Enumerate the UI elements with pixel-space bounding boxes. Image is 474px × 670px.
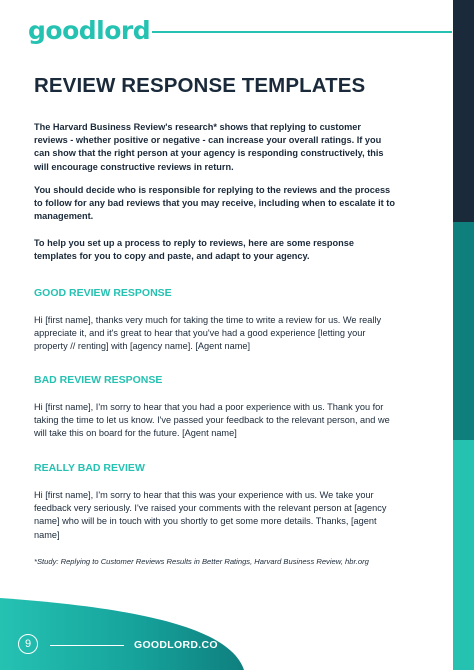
section-body-really-bad-review: Hi [first name], I'm sorry to hear that this was your experience with us. We take your feedback very seriously. I've raised your comments with the relevant person at [agency name] who will be in touch with you shortly to get some more details. Thanks, [agent name] (34, 490, 387, 540)
page-title: REVIEW RESPONSE TEMPLATES (34, 74, 366, 97)
section-heading-really-bad-review: REALLY BAD REVIEW (34, 462, 145, 474)
section-heading-bad-review: BAD REVIEW RESPONSE (34, 374, 163, 386)
side-color-bar (453, 0, 474, 670)
logo: goodlord (28, 16, 151, 45)
footer-band (0, 598, 474, 670)
footnote: *Study: Replying to Customer Reviews Results in Better Ratings, Harvard Business Review, hbr.org (34, 557, 369, 566)
footer-wave-background (0, 598, 474, 670)
footer-website-link[interactable]: GOODLORD.CO (134, 639, 218, 651)
section-body-bad-review: Hi [first name], I'm sorry to hear that you had a poor experience with us. Thank you for taking the time to let us know. I've passed your feedback to the relevant person, and we will take this on board for the future. [Agent name] (34, 402, 390, 439)
footer-rule (50, 645, 124, 646)
header-rule (152, 31, 452, 33)
intro-paragraph-3: To help you set up a process to reply to reviews, here are some response templates for you to copy and paste, and adapt to your agency. (34, 238, 354, 262)
intro-paragraph-2: You should decide who is responsible for replying to the reviews and the process to follow for any bad reviews that you may receive, including when to escalate it to management. (34, 185, 395, 222)
section-heading-good-review: GOOD REVIEW RESPONSE (34, 287, 172, 299)
page-number-badge: 9 (18, 634, 38, 654)
section-body-good-review: Hi [first name], thanks very much for taking the time to write a review for us. We really appreciate it, and it's great to hear that you've had a good experience [letting your property // renting] with [agency name]. [Agent name] (34, 315, 382, 352)
intro-paragraph-1: The Harvard Business Review's research* shows that replying to customer reviews - whether positive or negative - can increase your overall ratings. If you can show that the right person at your agency is responding constructively, this will encourage constructive reviews in return. (34, 122, 384, 172)
